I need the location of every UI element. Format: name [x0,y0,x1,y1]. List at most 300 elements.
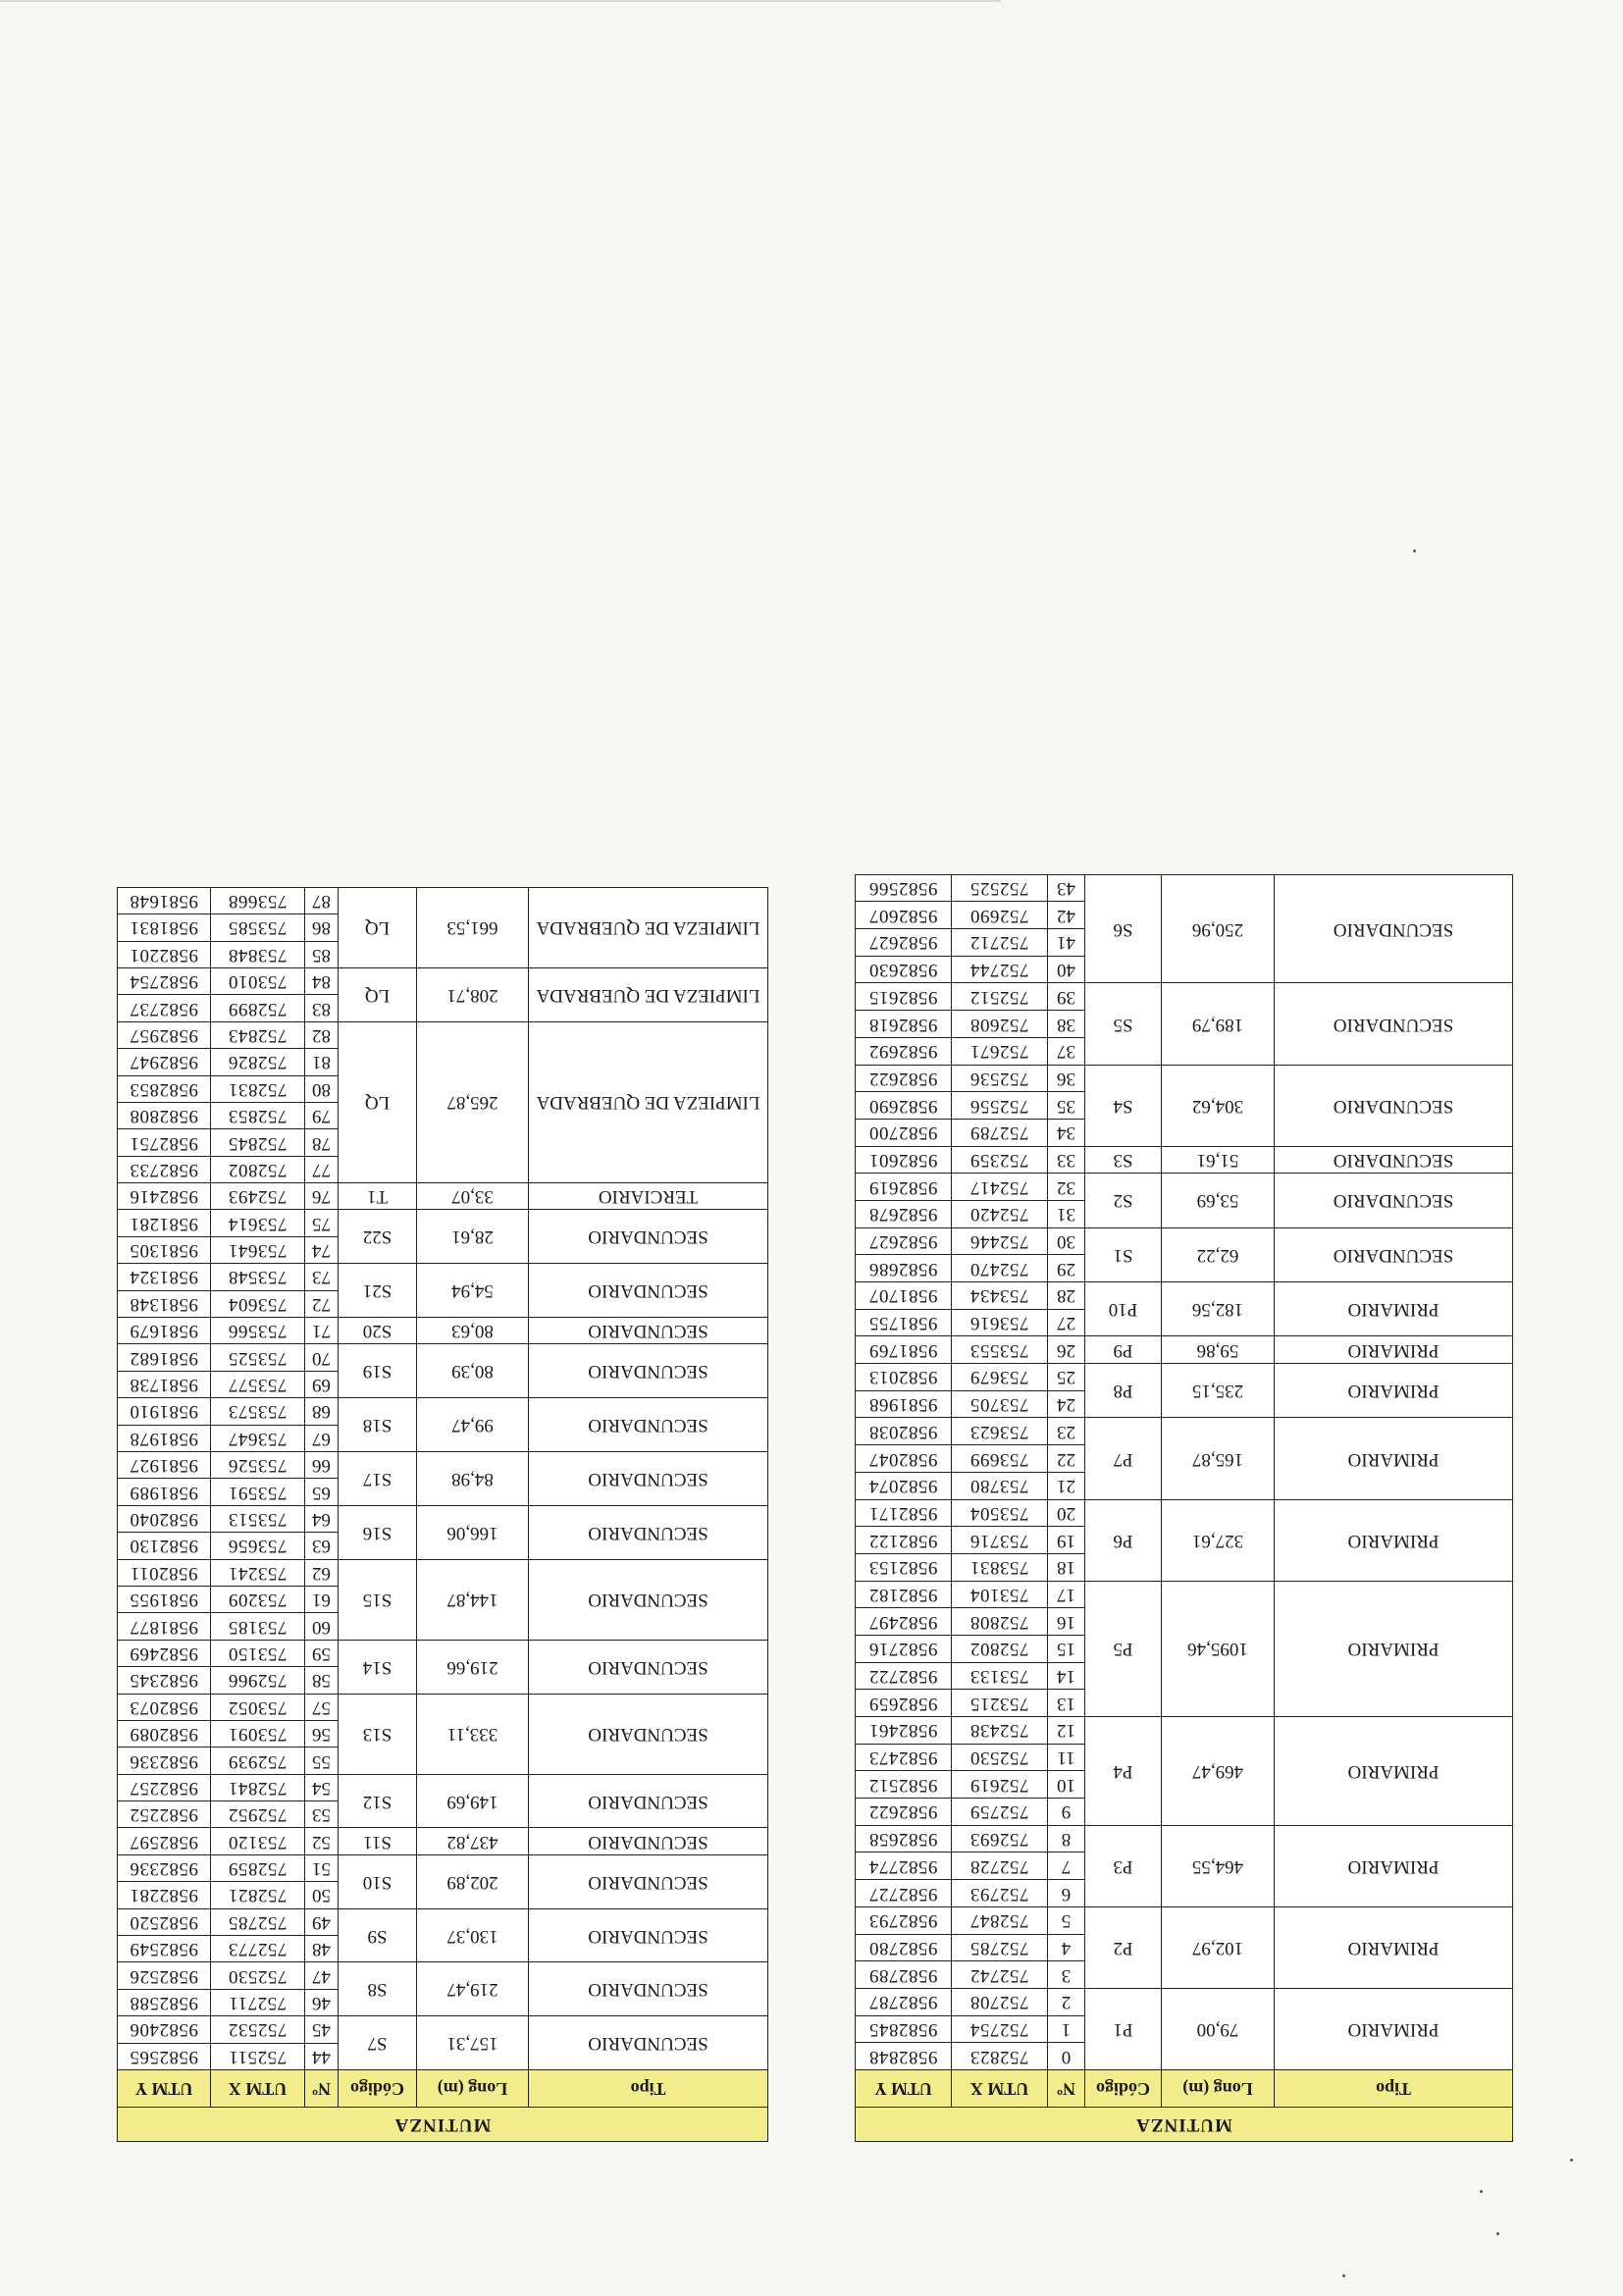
cell-n: 35 [1048,1092,1085,1120]
cell-n: 76 [305,1183,339,1210]
cell-utm-y: 9582252 [118,1801,211,1828]
cell-codigo: S6 [1085,874,1162,983]
cell-long: 166,06 [417,1505,529,1559]
cell-n: 52 [305,1828,339,1854]
table-row [118,1748,768,1774]
cell-long: 469,47 [1162,1717,1275,1826]
cell-n: 27 [1048,1309,1085,1336]
cell-utm-x: 752493 [211,1183,305,1210]
cell-utm-y: 9582406 [118,2016,211,2043]
cell-tipo: LIMPIEZA DE QUEBRADA [529,967,768,1021]
cell-long: 51,61 [1162,1146,1275,1174]
cell-utm-y: 9582281 [118,1882,211,1908]
cell-utm-x: 752754 [952,2015,1048,2043]
cell-n: 47 [305,1962,339,1989]
cell-long: 144,87 [417,1559,529,1640]
column-header-utm-x: UTM X [211,2070,305,2108]
cell-long: 28,61 [417,1210,529,1264]
cell-long: 54,94 [417,1264,529,1318]
cell-utm-y: 9582658 [856,1825,952,1852]
cell-utm-x: 753679 [952,1364,1048,1391]
cell-utm-y: 9582588 [118,1989,211,2015]
cell-n: 1 [1048,2015,1085,2043]
cell-utm-y: 9582751 [118,1129,211,1156]
table-row [118,1989,768,2015]
cell-n: 4 [1048,1934,1085,1961]
cell-n: 20 [1048,1499,1085,1527]
table-row [118,1936,768,1962]
cell-utm-x: 752708 [952,1988,1048,2015]
cell-codigo: S7 [339,2016,417,2070]
table-row [118,1236,768,1263]
cell-utm-x: 752742 [952,1961,1048,1989]
column-header-tipo: Tipo [529,2070,768,2108]
cell-utm-x: 752821 [211,1882,305,1908]
cell-utm-y: 9582257 [118,1774,211,1800]
cell-utm-x: 753052 [211,1694,305,1720]
cell-n: 63 [305,1533,339,1559]
cell-utm-x: 752744 [952,956,1048,983]
table-row [118,941,768,967]
cell-utm-x: 753699 [952,1445,1048,1473]
table-row [118,1290,768,1317]
cell-tipo: SECUNDARIO [1275,1065,1513,1146]
cell-utm-x: 752417 [952,1174,1048,1201]
cell-utm-y: 9581955 [118,1586,211,1612]
cell-utm-y: 9581281 [118,1210,211,1236]
cell-tipo: SECUNDARIO [529,1774,768,1828]
cell-long: 59,86 [1162,1336,1275,1364]
cell-utm-y: 9582722 [856,1662,952,1690]
cell-utm-x: 753641 [211,1236,305,1263]
column-header-utm-x: UTM X [952,2070,1048,2108]
cell-codigo: S22 [339,1210,417,1264]
cell-n: 25 [1048,1364,1085,1391]
cell-utm-x: 752619 [952,1771,1048,1799]
cell-codigo: P3 [1085,1825,1162,1906]
cell-utm-x: 753604 [211,1290,305,1317]
cell-n: 9 [1048,1799,1085,1826]
cell-utm-y: 9582601 [856,1146,952,1174]
cell-n: 45 [305,2016,339,2043]
cell-n: 55 [305,1748,339,1774]
column-header-long: Long (m) [417,2070,529,2108]
cell-utm-x: 753548 [211,1264,305,1290]
cell-n: 11 [1048,1744,1085,1771]
cell-n: 77 [305,1156,339,1182]
cell-long: 235,15 [1162,1364,1275,1418]
cell-n: 31 [1048,1201,1085,1228]
cell-n: 87 [305,887,339,913]
cell-tipo: PRIMARIO [1275,1717,1513,1826]
cell-n: 7 [1048,1852,1085,1880]
cell-tipo: PRIMARIO [1275,1825,1513,1906]
cell-utm-x: 752939 [211,1748,305,1774]
table-title: MUTINZA [856,2108,1513,2142]
table-row [856,2043,1513,2070]
cell-utm-y: 9582716 [856,1636,952,1663]
cell-n: 79 [305,1102,339,1128]
cell-long: 437,82 [417,1828,529,1854]
table-row [856,1201,1513,1228]
cell-utm-x: 752536 [952,1065,1048,1092]
cell-utm-y: 9581831 [118,914,211,941]
cell-utm-x: 752802 [211,1156,305,1182]
cell-n: 60 [305,1613,339,1640]
cell-long: 157,31 [417,2016,529,2070]
cell-utm-x: 752826 [211,1049,305,1075]
cell-tipo: SECUNDARIO [529,1344,768,1398]
cell-utm-y: 9582845 [856,2015,952,2043]
cell-tipo: TERCIARIO [529,1183,768,1210]
cell-codigo: S8 [339,1962,417,2016]
cell-utm-y: 9582047 [856,1445,952,1473]
cell-n: 51 [305,1854,339,1881]
cell-tipo: PRIMARIO [1275,1988,1513,2069]
cell-utm-y: 9582073 [118,1694,211,1720]
cell-codigo: S20 [339,1318,417,1344]
cell-utm-x: 752853 [211,1102,305,1128]
cell-tipo: SECUNDARIO [529,1318,768,1344]
column-header-long: Long (m) [1162,2070,1275,2108]
cell-n: 12 [1048,1717,1085,1745]
cell-utm-y: 9582201 [118,941,211,967]
cell-utm-y: 9581738 [118,1371,211,1397]
cell-utm-x: 752966 [211,1667,305,1694]
cell-utm-y: 9582678 [856,1201,952,1228]
cell-utm-x: 752712 [952,929,1048,957]
cell-utm-y: 9582416 [118,1183,211,1210]
cell-utm-x: 752823 [952,2043,1048,2070]
cell-long: 53,69 [1162,1174,1275,1227]
cell-codigo: P6 [1085,1499,1162,1581]
cell-n: 48 [305,1936,339,1962]
cell-utm-x: 753104 [952,1581,1048,1608]
table-title: MUTINZA [118,2108,768,2142]
cell-n: 10 [1048,1771,1085,1799]
column-header-codigo: Código [339,2070,417,2108]
cell-utm-x: 752671 [952,1037,1048,1065]
cell-utm-x: 753831 [952,1553,1048,1581]
cell-n: 5 [1048,1906,1085,1934]
cell-utm-y: 9582130 [118,1533,211,1559]
table-row [856,1880,1513,1907]
cell-n: 86 [305,914,339,941]
cell-utm-y: 9582473 [856,1744,952,1771]
cell-tipo: SECUNDARIO [529,1264,768,1318]
cell-long: 130,37 [417,1908,529,1962]
table-row [118,1613,768,1640]
cell-utm-x: 752859 [211,1854,305,1881]
table-row [118,995,768,1021]
cell-utm-x: 753647 [211,1425,305,1451]
cell-long: 1095,46 [1162,1581,1275,1716]
table-row [118,1828,768,1854]
cell-n: 65 [305,1479,339,1505]
cell-n: 83 [305,995,339,1021]
cell-codigo: LQ [339,1021,417,1182]
cell-utm-y: 9582013 [856,1364,952,1391]
cell-utm-x: 753623 [952,1418,1048,1445]
cell-n: 19 [1048,1527,1085,1554]
cell-utm-y: 9582461 [856,1717,952,1745]
cell-n: 24 [1048,1390,1085,1418]
cell-utm-x: 752759 [952,1799,1048,1826]
cell-n: 84 [305,967,339,994]
cell-n: 40 [1048,956,1085,983]
cell-utm-y: 9582627 [856,1227,952,1255]
title-row [856,2108,1513,2142]
cell-long: 182,56 [1162,1282,1275,1336]
cell-long: 304,62 [1162,1065,1275,1146]
cell-long: 189,79 [1162,983,1275,1065]
table-row [118,1156,768,1182]
cell-tipo: SECUNDARIO [529,1854,768,1908]
table-row [856,1961,1513,1989]
table-row [118,1801,768,1828]
cell-codigo: P8 [1085,1364,1162,1418]
cell-long: 464,55 [1162,1825,1275,1906]
cell-codigo: P5 [1085,1581,1162,1716]
cell-utm-y: 9582336 [118,1748,211,1774]
cell-utm-y: 9582780 [856,1934,952,1961]
cell-tipo: PRIMARIO [1275,1906,1513,1988]
cell-long: 80,63 [417,1318,529,1344]
cell-utm-y: 9582040 [118,1505,211,1532]
cell-tipo: SECUNDARIO [529,1908,768,1962]
cell-utm-x: 753848 [211,941,305,967]
cell-utm-x: 752793 [952,1880,1048,1907]
cell-long: 99,47 [417,1398,529,1452]
cell-utm-x: 753209 [211,1586,305,1612]
cell-utm-y: 9582182 [856,1581,952,1608]
cell-n: 0 [1048,2043,1085,2070]
cell-n: 26 [1048,1336,1085,1364]
cell-n: 66 [305,1452,339,1479]
table-row [118,1667,768,1694]
cell-utm-y: 9582659 [856,1690,952,1717]
column-header-utm-y: UTM Y [856,2070,952,2108]
cell-tipo: PRIMARIO [1275,1418,1513,1499]
cell-utm-y: 9582700 [856,1119,952,1146]
table-row [118,1882,768,1908]
cell-utm-y: 9581348 [118,1290,211,1317]
cell-n: 22 [1048,1445,1085,1473]
cell-utm-x: 752808 [952,1608,1048,1636]
cell-n: 68 [305,1398,339,1425]
cell-utm-x: 752728 [952,1852,1048,1880]
cell-utm-y: 9582345 [118,1667,211,1694]
cell-utm-y: 9582848 [856,2043,952,2070]
cell-utm-x: 752773 [211,1936,305,1962]
table-row [856,1119,1513,1146]
cell-n: 57 [305,1694,339,1720]
column-header-utm-y: UTM Y [118,2070,211,2108]
cell-tipo: SECUNDARIO [1275,874,1513,983]
table-row [118,1533,768,1559]
cell-n: 29 [1048,1255,1085,1282]
cell-long: 219,66 [417,1640,529,1694]
cell-long: 208,71 [417,967,529,1021]
table-row [856,956,1513,983]
cell-utm-x: 753133 [952,1662,1048,1690]
cell-tipo: SECUNDARIO [529,1694,768,1774]
cell-n: 32 [1048,1174,1085,1201]
table-row [118,1183,768,1210]
cell-tipo: PRIMARIO [1275,1364,1513,1418]
cell-codigo: S1 [1085,1227,1162,1281]
cell-codigo: S17 [339,1452,417,1506]
cell-utm-x: 752847 [952,1906,1048,1934]
cell-utm-x: 753525 [211,1344,305,1371]
cell-n: 70 [305,1344,339,1371]
cell-utm-x: 753091 [211,1720,305,1747]
cell-utm-x: 753780 [952,1472,1048,1499]
cell-utm-y: 9582619 [856,1174,952,1201]
cell-utm-y: 9581682 [118,1344,211,1371]
cell-long: 202,89 [417,1854,529,1908]
cell-n: 53 [305,1801,339,1828]
cell-long: 33,07 [417,1183,529,1210]
cell-codigo: P10 [1085,1282,1162,1336]
cell-utm-y: 9581305 [118,1236,211,1263]
cell-utm-x: 752525 [952,874,1048,902]
table-row [856,1336,1513,1364]
cell-long: 327,61 [1162,1499,1275,1581]
cell-utm-x: 753526 [211,1452,305,1479]
cell-codigo: S12 [339,1774,417,1828]
cell-n: 72 [305,1290,339,1317]
cell-utm-y: 9582808 [118,1102,211,1128]
cell-n: 44 [305,2043,339,2069]
cell-tipo: SECUNDARIO [529,1452,768,1506]
cell-n: 8 [1048,1825,1085,1852]
cell-utm-x: 752785 [952,1934,1048,1961]
cell-codigo: P2 [1085,1906,1162,1988]
cell-n: 80 [305,1075,339,1102]
cell-tipo: SECUNDARIO [1275,1146,1513,1174]
cell-utm-y: 9582793 [856,1906,952,1934]
cell-n: 3 [1048,1961,1085,1989]
table-row [118,1425,768,1451]
cell-n: 37 [1048,1037,1085,1065]
cell-utm-y: 9582469 [118,1640,211,1666]
cell-n: 71 [305,1318,339,1344]
cell-codigo: S16 [339,1505,417,1559]
cell-tipo: SECUNDARIO [529,2016,768,2070]
cell-utm-x: 752693 [952,1825,1048,1852]
cell-n: 38 [1048,1011,1085,1038]
cell-n: 23 [1048,1418,1085,1445]
column-header-codigo: Código [1085,2070,1162,2108]
cell-utm-y: 9581910 [118,1398,211,1425]
cell-utm-x: 753573 [211,1398,305,1425]
cell-n: 85 [305,941,339,967]
mutinza-table-2 [117,887,768,2142]
cell-utm-y: 9582153 [856,1553,952,1581]
mutinza-table-1 [855,874,1513,2142]
cell-tipo: SECUNDARIO [1275,983,1513,1065]
title-row [118,2108,768,2142]
cell-long: 84,98 [417,1452,529,1506]
cell-utm-y: 9582171 [856,1499,952,1527]
cell-long: 79,00 [1162,1988,1275,2069]
cell-codigo: S11 [339,1828,417,1854]
cell-n: 14 [1048,1662,1085,1690]
cell-utm-x: 753656 [211,1533,305,1559]
cell-n: 61 [305,1586,339,1612]
cell-utm-y: 9582597 [118,1828,211,1854]
cell-utm-y: 9581989 [118,1479,211,1505]
cell-n: 43 [1048,874,1085,902]
cell-n: 33 [1048,1146,1085,1174]
cell-tipo: PRIMARIO [1275,1581,1513,1716]
cell-utm-y: 9582038 [856,1418,952,1445]
cell-utm-y: 9582627 [856,929,952,957]
cell-utm-y: 9582622 [856,1799,952,1826]
cell-utm-y: 9581324 [118,1264,211,1290]
cell-utm-x: 752608 [952,1011,1048,1038]
cell-utm-y: 9582692 [856,1037,952,1065]
cell-utm-y: 9581769 [856,1336,952,1364]
cell-long: 219,47 [417,1962,529,2016]
cell-long: 661,53 [417,887,529,967]
cell-n: 36 [1048,1065,1085,1092]
table-row [118,2043,768,2069]
cell-utm-y: 9582690 [856,1092,952,1120]
cell-n: 6 [1048,1880,1085,1907]
cell-utm-y: 9582497 [856,1608,952,1636]
cell-utm-y: 9582336 [118,1854,211,1881]
cell-utm-x: 752359 [952,1146,1048,1174]
cell-utm-y: 9582526 [118,1962,211,1989]
cell-n: 78 [305,1129,339,1156]
cell-utm-x: 752511 [211,2043,305,2069]
cell-utm-x: 752899 [211,995,305,1021]
table-row [856,1690,1513,1717]
cell-utm-y: 9582618 [856,1011,952,1038]
cell-tipo: SECUNDARIO [529,1210,768,1264]
column-header-tipo: Tipo [1275,2070,1513,2108]
cell-utm-x: 752438 [952,1717,1048,1745]
cell-n: 18 [1048,1553,1085,1581]
table-row [856,1146,1513,1174]
cell-utm-x: 752802 [952,1636,1048,1663]
cell-utm-x: 753241 [211,1559,305,1586]
header-row [856,2070,1513,2108]
cell-codigo: S15 [339,1559,417,1640]
cell-tipo: PRIMARIO [1275,1282,1513,1336]
cell-utm-x: 753434 [952,1282,1048,1310]
cell-utm-y: 9582686 [856,1255,952,1282]
cell-utm-x: 752530 [211,1962,305,1989]
cell-long: 149,69 [417,1774,529,1828]
table-row [856,1255,1513,1282]
cell-n: 75 [305,1210,339,1236]
cell-codigo: P9 [1085,1336,1162,1364]
cell-utm-y: 9582520 [118,1908,211,1935]
cell-n: 13 [1048,1690,1085,1717]
cell-long: 265,87 [417,1021,529,1182]
cell-utm-x: 752532 [211,2016,305,2043]
cell-long: 62,22 [1162,1227,1275,1281]
cell-n: 41 [1048,929,1085,957]
table-row [856,1472,1513,1499]
cell-utm-y: 9582957 [118,1021,211,1048]
cell-utm-x: 753566 [211,1318,305,1344]
cell-utm-x: 753705 [952,1390,1048,1418]
cell-utm-x: 753010 [211,967,305,994]
